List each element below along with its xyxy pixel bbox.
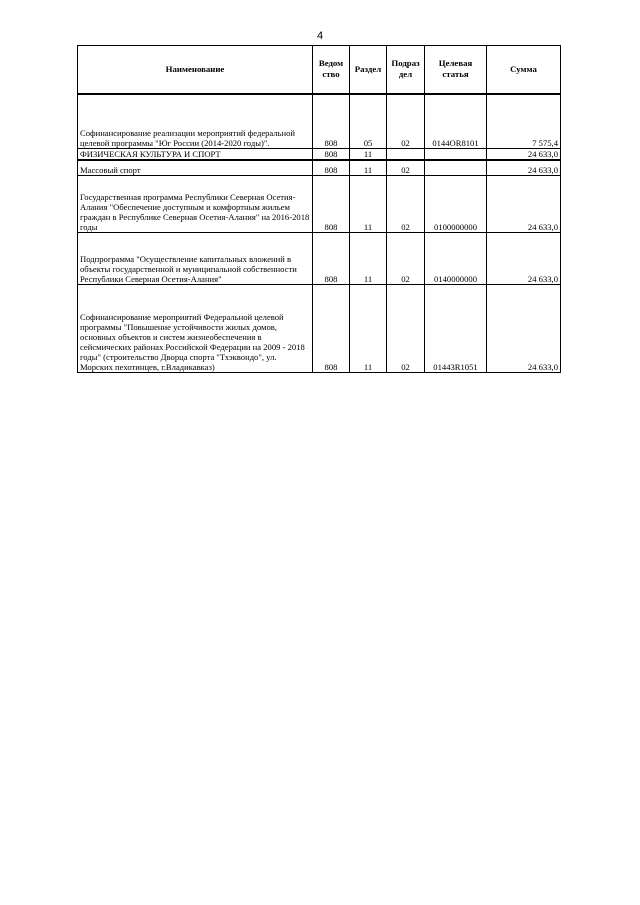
row-section: 11 [350,232,387,284]
row-target [425,160,487,175]
row-sum: 24 633,0 [487,175,561,232]
header-subsection: Подраз дел [387,46,425,94]
table-row [78,94,561,149]
row-sum: 24 633,0 [487,284,561,372]
row-subsection: 02 [387,232,425,284]
row-target: 0100000000 [425,175,487,232]
row-subsection [387,149,425,161]
row-dept: 808 [313,160,350,175]
header-section: Раздел [350,46,387,94]
row-sum: 24 633,0 [487,160,561,175]
row-dept: 808 [313,284,350,372]
row-name: ФИЗИЧЕСКАЯ КУЛЬТУРА И СПОРТ [78,149,313,161]
table-row [78,175,561,232]
row-section: 11 [350,175,387,232]
row-section: 11 [350,160,387,175]
table-row [78,149,561,161]
row-subsection: 02 [387,94,425,149]
row-name: Подпрограмма "Осуществление капитальных вложений в объекты государственной и муниципальной собственности Республики Северная Осетия-Алания" [78,232,313,284]
row-sum: 24 633,0 [487,232,561,284]
header-target: Целевая статья [425,46,487,94]
row-dept: 808 [313,232,350,284]
row-name: Софинансирование реализации мероприятий федеральной целевой программы "Юг России (2014-2020 годы)". [78,94,313,149]
header-dept: Ведом ство [313,46,350,94]
header-name: Наименование [78,46,313,94]
budget-table [77,45,561,373]
table-row [78,160,561,175]
page-number: 4 [316,30,324,42]
row-name: Государственная программа Республики Северная Осетия-Алания "Обеспечение доступным и комфортным жильем граждан в Республике Северная Осетия-Алания" на 2016-2018 годы [78,175,313,232]
table-header-row [78,46,561,94]
row-sum: 24 633,0 [487,149,561,161]
row-subsection: 02 [387,175,425,232]
row-name: Массовый спорт [78,160,313,175]
table-row [78,232,561,284]
row-sum: 7 575,4 [487,94,561,149]
header-sum: Сумма [487,46,561,94]
row-target: 0144OR8101 [425,94,487,149]
row-target [425,149,487,161]
row-section: 11 [350,284,387,372]
row-dept: 808 [313,175,350,232]
row-section: 05 [350,94,387,149]
row-subsection: 02 [387,160,425,175]
row-target: 01443R1051 [425,284,487,372]
row-section: 11 [350,149,387,161]
table-row [78,284,561,372]
row-target: 0140000000 [425,232,487,284]
row-name: Софинансирование мероприятий Федеральной целевой программы "Повышение устойчивости жилых домов, основных объектов и систем жизнеобеспечения в сейсмических районах Российской Федерации на 2009 - 2018 годы" (строительство Дворца спорта "Тхэквондо", ул. Морских пехотинцев, г.Владикавказ) [78,284,313,372]
row-subsection: 02 [387,284,425,372]
row-dept: 808 [313,94,350,149]
row-dept: 808 [313,149,350,161]
